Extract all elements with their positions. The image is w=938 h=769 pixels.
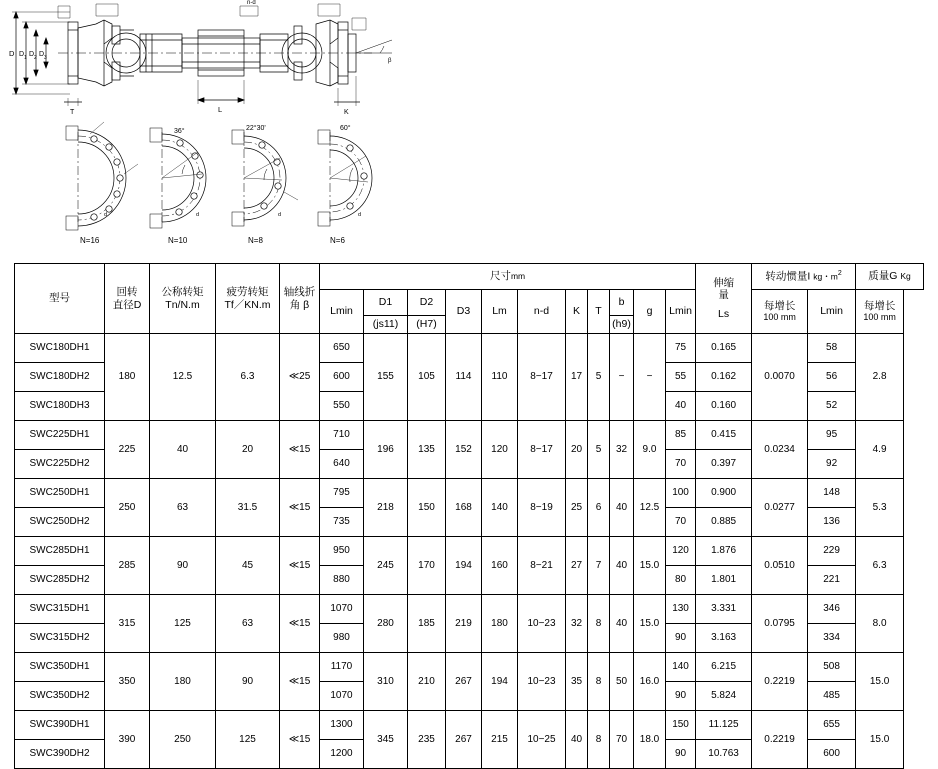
g: 16.0: [634, 653, 666, 711]
lmin: 1300: [320, 711, 364, 740]
angle: ≪25: [280, 334, 320, 421]
header-stretch-line3: Ls: [718, 307, 730, 320]
header-inertia-group: [752, 264, 856, 290]
mass_per: 4.9: [856, 421, 904, 479]
flange-label-n16: N=16: [80, 236, 100, 245]
rotation_dia: 350: [105, 653, 150, 711]
nd: 8−21: [518, 537, 566, 595]
hole-label-d-2: d: [196, 212, 200, 218]
t: 5: [588, 334, 610, 421]
header-mass-per-line2: 100 mm: [863, 312, 896, 323]
dim-label-D3: D: [39, 51, 45, 58]
inertia_per: 0.2219: [752, 711, 808, 769]
inertia_lmin: 6.215: [696, 653, 752, 682]
header-rotation-diameter-line2: 直径D: [112, 298, 142, 311]
header-lm: Lm: [482, 290, 518, 334]
d3: 152: [446, 421, 482, 479]
d1: 196: [364, 421, 408, 479]
table-row: [15, 334, 924, 363]
d2: 185: [408, 595, 446, 653]
lmin: 1070: [320, 682, 364, 711]
table-row: [15, 421, 924, 450]
model: SWC315DH2: [15, 624, 105, 653]
hole-label-d-3: d: [278, 212, 282, 218]
g: −: [634, 334, 666, 421]
header-stretch: [696, 264, 752, 334]
spec-table: [14, 263, 924, 769]
angle: ≪15: [280, 711, 320, 769]
b: 50: [610, 653, 634, 711]
b: −: [610, 334, 634, 421]
header-dimensions-group: [320, 264, 696, 290]
header-mass-per-line1: 每增长: [863, 300, 896, 313]
table-row: [15, 653, 924, 682]
k: 25: [566, 479, 588, 537]
mass_lmin: 136: [808, 508, 856, 537]
header-inertia-per-line2: 100 mm: [763, 312, 796, 323]
ls: 55: [666, 363, 696, 392]
t: 8: [588, 595, 610, 653]
ls: 70: [666, 450, 696, 479]
angle-label-36: 36°: [174, 128, 185, 135]
dim-label-n-d: n-d: [247, 0, 256, 6]
ls: 90: [666, 740, 696, 769]
mass_per: 15.0: [856, 653, 904, 711]
t: 8: [588, 653, 610, 711]
d2: 170: [408, 537, 446, 595]
dim-label-beta: β: [388, 58, 392, 64]
header-stretch-line1: 伸缩: [713, 277, 735, 290]
header-mass-lmin: Lmin: [808, 290, 856, 334]
drawing-svg: [0, 0, 938, 258]
lm: 215: [482, 711, 518, 769]
nd: 10−23: [518, 653, 566, 711]
lmin: 1070: [320, 595, 364, 624]
table-row: [15, 711, 924, 740]
model: SWC225DH1: [15, 421, 105, 450]
mass_lmin: 92: [808, 450, 856, 479]
header-nd: n-d: [518, 290, 566, 334]
rotation_dia: 250: [105, 479, 150, 537]
table-row: [15, 537, 924, 566]
header-mass-label: 质量G: [868, 270, 898, 283]
model: SWC285DH1: [15, 537, 105, 566]
t: 5: [588, 421, 610, 479]
header-axis-angle-line2: 角 β: [289, 298, 310, 311]
t: 6: [588, 479, 610, 537]
fatigue_torque: 90: [216, 653, 280, 711]
g: 15.0: [634, 595, 666, 653]
header-nominal-torque-line1: 公称转矩: [161, 286, 204, 299]
header-inertia-exponent: 2: [837, 270, 842, 278]
inertia_per: 0.2219: [752, 653, 808, 711]
header-d3: D3: [446, 290, 482, 334]
ls: 100: [666, 479, 696, 508]
angle: ≪15: [280, 479, 320, 537]
lmin: 710: [320, 421, 364, 450]
model: SWC315DH1: [15, 595, 105, 624]
header-mass-group: [856, 264, 924, 290]
d2: 150: [408, 479, 446, 537]
d3: 194: [446, 537, 482, 595]
inertia_lmin: 0.415: [696, 421, 752, 450]
ls: 90: [666, 624, 696, 653]
inertia_lmin: 0.165: [696, 334, 752, 363]
ls: 75: [666, 334, 696, 363]
angle: ≪15: [280, 421, 320, 479]
header-nominal-torque: [150, 264, 216, 334]
lm: 120: [482, 421, 518, 479]
model: SWC350DH2: [15, 682, 105, 711]
mass_per: 2.8: [856, 334, 904, 421]
header-t: T: [588, 290, 610, 334]
model: SWC350DH1: [15, 653, 105, 682]
header-dimensions-unit: mm: [510, 271, 526, 282]
inertia_lmin: 0.397: [696, 450, 752, 479]
ls: 120: [666, 537, 696, 566]
d1: 310: [364, 653, 408, 711]
model: SWC180DH2: [15, 363, 105, 392]
nd: 8−17: [518, 334, 566, 421]
fatigue_torque: 20: [216, 421, 280, 479]
g: 12.5: [634, 479, 666, 537]
header-axis-angle-line1: 轴线折: [283, 286, 316, 299]
header-rotation-diameter-line1: 回转: [116, 286, 138, 299]
header-inertia-label: 转动惯量I: [765, 270, 811, 283]
inertia_per: 0.0070: [752, 334, 808, 421]
inertia_lmin: 0.162: [696, 363, 752, 392]
lmin: 650: [320, 334, 364, 363]
model: SWC180DH1: [15, 334, 105, 363]
nominal_torque: 40: [150, 421, 216, 479]
inertia_lmin: 11.125: [696, 711, 752, 740]
nd: 8−17: [518, 421, 566, 479]
d2: 105: [408, 334, 446, 421]
lmin: 1170: [320, 653, 364, 682]
nominal_torque: 125: [150, 595, 216, 653]
d1: 345: [364, 711, 408, 769]
inertia_lmin: 3.331: [696, 595, 752, 624]
lmin: 735: [320, 508, 364, 537]
dim-label-D: D: [9, 49, 15, 58]
rotation_dia: 390: [105, 711, 150, 769]
fatigue_torque: 31.5: [216, 479, 280, 537]
mass_lmin: 485: [808, 682, 856, 711]
table-row: [15, 479, 924, 508]
angle: ≪15: [280, 537, 320, 595]
d1: 245: [364, 537, 408, 595]
model: SWC390DH1: [15, 711, 105, 740]
mass_per: 5.3: [856, 479, 904, 537]
nominal_torque: 90: [150, 537, 216, 595]
ls: 40: [666, 392, 696, 421]
inertia_lmin: 1.876: [696, 537, 752, 566]
inertia_lmin: 5.824: [696, 682, 752, 711]
k: 32: [566, 595, 588, 653]
model: SWC285DH2: [15, 566, 105, 595]
b: 40: [610, 595, 634, 653]
nominal_torque: 180: [150, 653, 216, 711]
fatigue_torque: 125: [216, 711, 280, 769]
d1: 280: [364, 595, 408, 653]
d3: 267: [446, 711, 482, 769]
lmin: 980: [320, 624, 364, 653]
d1: 218: [364, 479, 408, 537]
mass_lmin: 655: [808, 711, 856, 740]
mass_lmin: 346: [808, 595, 856, 624]
model: SWC250DH1: [15, 479, 105, 508]
mass_lmin: 229: [808, 537, 856, 566]
header-b-tolerance: (h9): [610, 316, 634, 334]
header-inertia-per-line1: 每增长: [763, 300, 796, 313]
nd: 10−23: [518, 595, 566, 653]
header-axis-angle: [280, 264, 320, 334]
svg-text:2: 2: [34, 55, 37, 61]
hole-label-d-1: d: [104, 212, 108, 218]
k: 40: [566, 711, 588, 769]
header-dimensions-label: 尺寸: [489, 270, 511, 283]
d3: 168: [446, 479, 482, 537]
svg-text:1: 1: [24, 55, 27, 61]
header-d1: D1: [364, 290, 408, 316]
technical-drawing: [0, 0, 938, 258]
header-fatigue-torque: [216, 264, 280, 334]
fatigue_torque: 63: [216, 595, 280, 653]
header-fatigue-torque-line1: 疲劳转矩: [226, 286, 269, 299]
ls: 90: [666, 682, 696, 711]
k: 17: [566, 334, 588, 421]
inertia_per: 0.0277: [752, 479, 808, 537]
hole-label-d-4: d: [358, 212, 362, 218]
mass_lmin: 334: [808, 624, 856, 653]
nominal_torque: 12.5: [150, 334, 216, 421]
flange-label-n8: N=8: [248, 236, 263, 245]
d1: 155: [364, 334, 408, 421]
header-model: 型号: [15, 264, 105, 334]
inertia_per: 0.0234: [752, 421, 808, 479]
lm: 160: [482, 537, 518, 595]
header-d1-tolerance: (js11): [364, 316, 408, 334]
fatigue_torque: 6.3: [216, 334, 280, 421]
header-d2: D2: [408, 290, 446, 316]
inertia_lmin: 0.885: [696, 508, 752, 537]
header-stretch-line2: 量: [718, 289, 729, 302]
dim-label-T: T: [70, 109, 75, 116]
mass_lmin: 56: [808, 363, 856, 392]
rotation_dia: 285: [105, 537, 150, 595]
table-header-row-1: [15, 264, 924, 290]
d3: 267: [446, 653, 482, 711]
nominal_torque: 63: [150, 479, 216, 537]
header-rotation-diameter: [105, 264, 150, 334]
mass_lmin: 52: [808, 392, 856, 421]
flange-label-n10: N=10: [168, 236, 188, 245]
b: 40: [610, 479, 634, 537]
d2: 235: [408, 711, 446, 769]
lmin: 880: [320, 566, 364, 595]
d2: 135: [408, 421, 446, 479]
header-mass-unit: Kg: [900, 271, 911, 282]
inertia_per: 0.0795: [752, 595, 808, 653]
fatigue_torque: 45: [216, 537, 280, 595]
header-inertia-unit: kg・m: [813, 271, 838, 282]
lm: 194: [482, 653, 518, 711]
rotation_dia: 180: [105, 334, 150, 421]
mass_per: 8.0: [856, 595, 904, 653]
model: SWC390DH2: [15, 740, 105, 769]
ls: 130: [666, 595, 696, 624]
dim-label-K: K: [344, 109, 349, 116]
angle: ≪15: [280, 595, 320, 653]
flange-label-n6: N=6: [330, 236, 345, 245]
ls: 140: [666, 653, 696, 682]
inertia_lmin: 0.900: [696, 479, 752, 508]
b: 40: [610, 537, 634, 595]
lmin: 795: [320, 479, 364, 508]
angle-label-60: 60°: [340, 125, 351, 132]
lmin: 640: [320, 450, 364, 479]
dim-label-D2: D: [29, 51, 35, 58]
d3: 114: [446, 334, 482, 421]
d3: 219: [446, 595, 482, 653]
svg-text:3: 3: [44, 55, 47, 61]
inertia_lmin: 3.163: [696, 624, 752, 653]
model: SWC180DH3: [15, 392, 105, 421]
k: 35: [566, 653, 588, 711]
header-g: g: [634, 290, 666, 334]
header-inertia-per-100mm: [752, 290, 808, 334]
header-lmin: Lmin: [320, 290, 364, 334]
model: SWC225DH2: [15, 450, 105, 479]
ls: 150: [666, 711, 696, 740]
inertia_lmin: 1.801: [696, 566, 752, 595]
lm: 180: [482, 595, 518, 653]
lm: 110: [482, 334, 518, 421]
nd: 10−25: [518, 711, 566, 769]
rotation_dia: 225: [105, 421, 150, 479]
ls: 85: [666, 421, 696, 450]
mass_lmin: 58: [808, 334, 856, 363]
mass_lmin: 148: [808, 479, 856, 508]
rotation_dia: 315: [105, 595, 150, 653]
g: 15.0: [634, 537, 666, 595]
header-k: K: [566, 290, 588, 334]
lmin: 600: [320, 363, 364, 392]
lmin: 1200: [320, 740, 364, 769]
b: 70: [610, 711, 634, 769]
mass_per: 6.3: [856, 537, 904, 595]
inertia_lmin: 0.160: [696, 392, 752, 421]
ls: 70: [666, 508, 696, 537]
mass_lmin: 508: [808, 653, 856, 682]
header-nominal-torque-line2: Tn/N.m: [165, 298, 200, 311]
nd: 8−19: [518, 479, 566, 537]
header-d2-tolerance: (H7): [408, 316, 446, 334]
d2: 210: [408, 653, 446, 711]
lmin: 550: [320, 392, 364, 421]
header-b: b: [610, 290, 634, 316]
header-fatigue-torque-line2: Tf／KN.m: [224, 298, 271, 311]
k: 20: [566, 421, 588, 479]
b: 32: [610, 421, 634, 479]
header-mass-per-100mm: [856, 290, 904, 334]
spec-table-body: [15, 334, 924, 769]
g: 9.0: [634, 421, 666, 479]
table-row: [15, 595, 924, 624]
t: 8: [588, 711, 610, 769]
model: SWC250DH2: [15, 508, 105, 537]
mass_lmin: 600: [808, 740, 856, 769]
mass_per: 15.0: [856, 711, 904, 769]
lm: 140: [482, 479, 518, 537]
dim-label-D1: D: [19, 51, 25, 58]
dim-label-L: L: [218, 105, 223, 114]
inertia_lmin: 10.763: [696, 740, 752, 769]
angle-label-2230: 22°30': [246, 125, 266, 132]
header-inertia-lmin: Lmin: [666, 290, 696, 334]
mass_lmin: 95: [808, 421, 856, 450]
spec-table-container: [14, 263, 924, 769]
ls: 80: [666, 566, 696, 595]
t: 7: [588, 537, 610, 595]
lmin: 950: [320, 537, 364, 566]
nominal_torque: 250: [150, 711, 216, 769]
inertia_per: 0.0510: [752, 537, 808, 595]
mass_lmin: 221: [808, 566, 856, 595]
k: 27: [566, 537, 588, 595]
g: 18.0: [634, 711, 666, 769]
angle: ≪15: [280, 653, 320, 711]
